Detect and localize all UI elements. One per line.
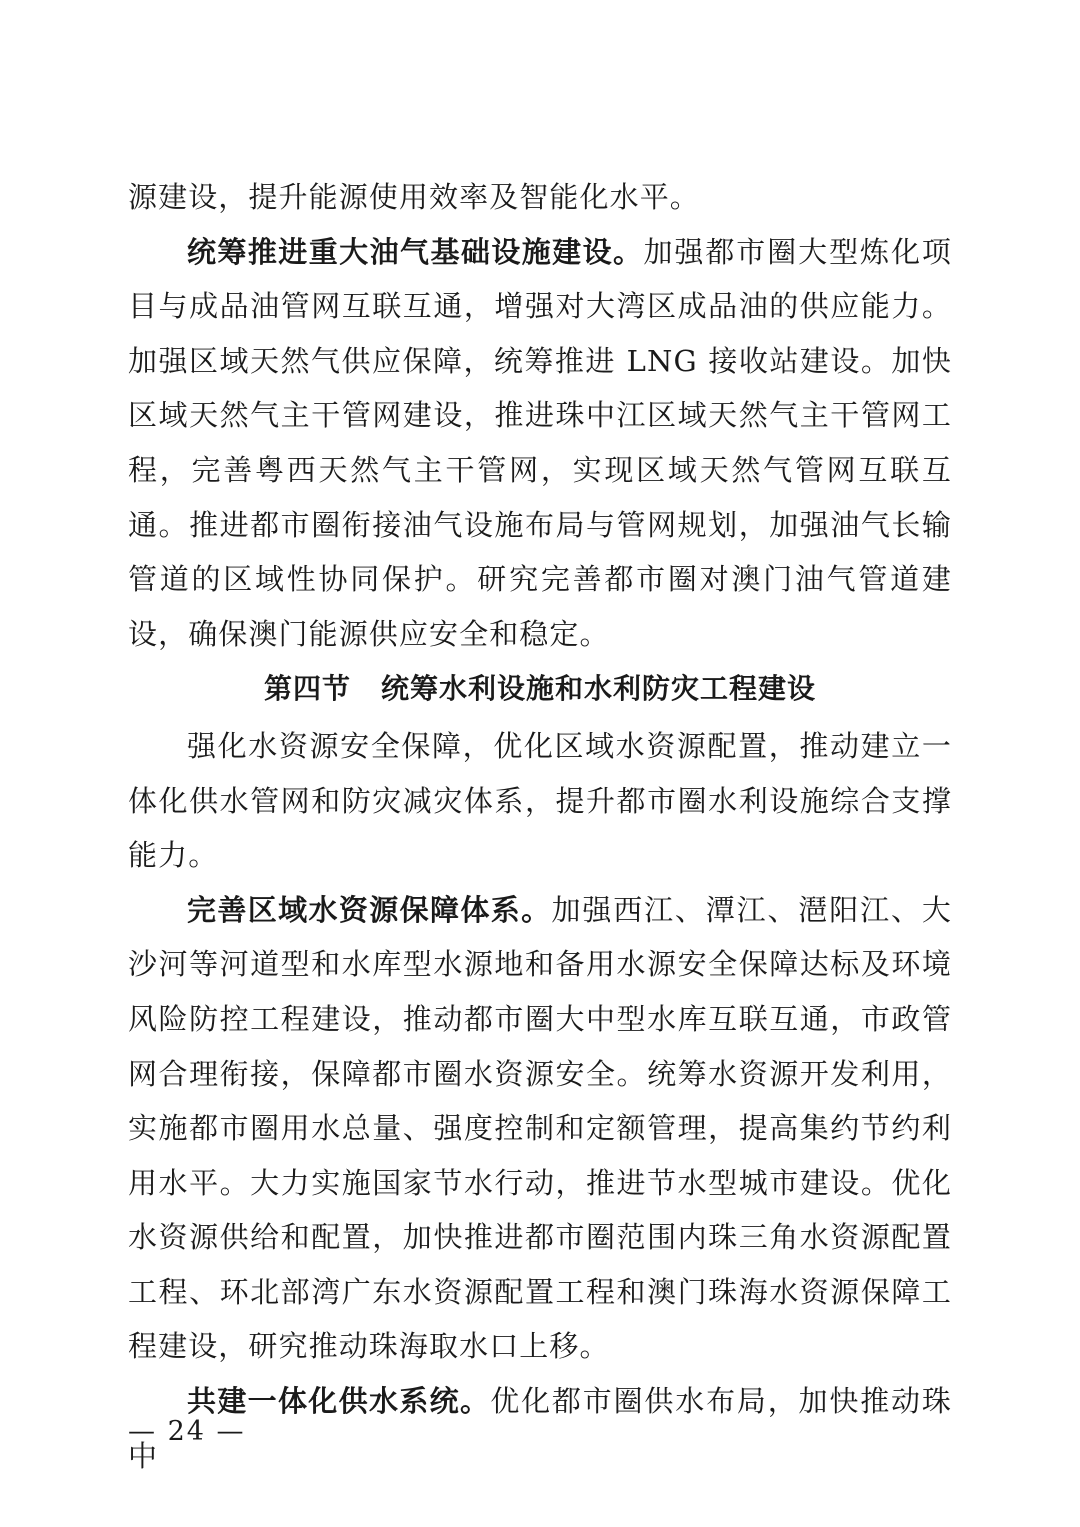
section-number: 第四节 bbox=[263, 672, 351, 706]
paragraph-lead-heading: 统筹推进重大油气基础设施建设。 bbox=[187, 234, 644, 269]
paragraph-oil-gas bbox=[128, 225, 952, 662]
document-body bbox=[128, 170, 952, 1483]
paragraph-continuation bbox=[128, 170, 952, 225]
paragraph-text: 加强西江、潭江、潖阳江、大沙河等河道型和水库型水源地和备用水源安全保障达标及环境风险防控工程建设，推动都市圈大中型水库互联互通，市政管网合理衔接，保障都市圈水资源安全。统筹水资源开发利用，实施都市圈用水总量、强度控制和定额管理，提高集约节约利用水平。大力实施国家节水行动，推进节水型城市建设。优化水资源供给和配置，加快推进都市圈范围内珠三角水资源配置工程、环北部湾广东水资源配置工程和澳门珠海水资源保障工程建设，研究推动珠海取水口上移。 bbox=[128, 892, 952, 1364]
paragraph-water-resources bbox=[128, 883, 952, 1374]
paragraph-text: 强化水资源安全保障，优化区域水资源配置，推动建立一体化供水管网和防灾减灾体系，提升都市圈水利设施综合支撑能力。 bbox=[128, 728, 952, 873]
paragraph-water-supply bbox=[128, 1374, 952, 1483]
paragraph-water-intro bbox=[128, 719, 952, 883]
paragraph-text: 源建设，提升能源使用效率及智能化水平。 bbox=[128, 180, 700, 214]
section-heading bbox=[128, 661, 952, 719]
paragraph-lead-heading: 共建一体化供水系统。 bbox=[187, 1384, 491, 1419]
page-number: — 24 — bbox=[128, 1416, 246, 1447]
paragraph-text: 优化都市圈供水布局，加快推动珠中 bbox=[128, 1384, 952, 1473]
section-title: 统筹水利设施和水利防灾工程建设 bbox=[381, 672, 817, 706]
paragraph-text: 加强都市圈大型炼化项目与成品油管网互联互通，增强对大湾区成品油的供应能力。加强区域天然气供应保障，统筹推进 LNG 接收站建设。加快区域天然气主干管网建设，推进珠中江区域天然气主干管网工程，完善粤西天然气主干管网，实现区域天然气管网互联互通。推进都市圈衔接油气设施布局与管网规划，加强油气长输管道的区域性协同保护。研究完善都市圈对澳门油气管道建设，确保澳门能源供应安全和稳定。 bbox=[128, 234, 952, 651]
paragraph-lead-heading: 完善区域水资源保障体系。 bbox=[187, 892, 552, 927]
